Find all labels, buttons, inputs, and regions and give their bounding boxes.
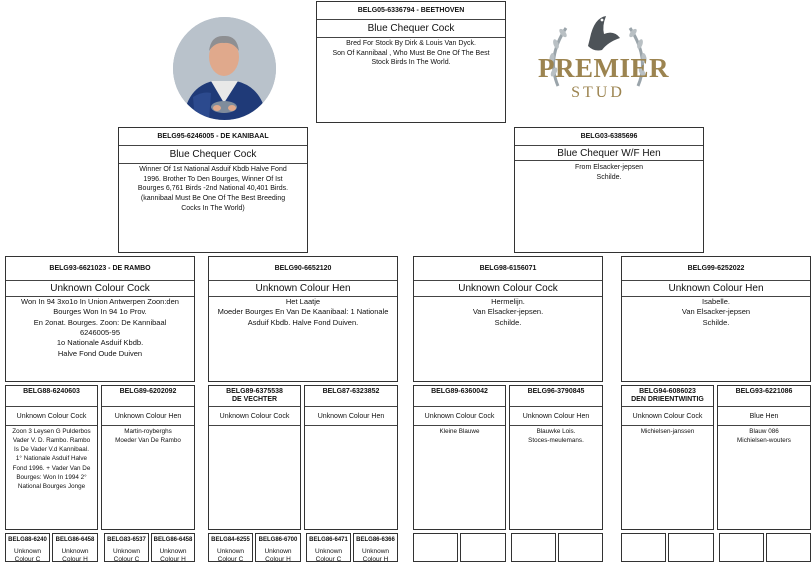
bird-card-gen3-4 [621, 256, 811, 382]
bird-description: Isabelle. Van Elsacker-jepsen Schilde. [681, 297, 751, 327]
bird-card-gen5-13 [621, 533, 666, 562]
bird-description: Michielsen-janssen [640, 428, 695, 435]
bird-colour [622, 537, 665, 542]
bird-description: Martin-royberghs Moeder Van De Rambo [115, 428, 181, 445]
ring-number: BELG96-3790845 [510, 386, 602, 407]
owner-photo [173, 17, 276, 120]
bird-colour: Unknown Colour Cock [622, 407, 713, 426]
bird-colour [767, 537, 810, 542]
bird-card-gen5-3 [104, 533, 149, 562]
bird-description: Bred For Stock By Dirk & Louis Van Dyck. Son Of Kannibaal , Who Must Be One Of The Best Stock Birds In The World. [332, 40, 490, 67]
logo-brand-bottom: STUD [571, 84, 625, 101]
ring-number: BELG93-6621023 - DE RAMBO [6, 257, 194, 281]
ring-number: BELG88-6240 [8, 537, 47, 543]
ring-number: BELG95-6246005 - DE KANIBAAL [119, 128, 307, 146]
bird-colour: Unknown Colour Hen [622, 281, 810, 297]
ring-number: BELG83-6537 [107, 537, 146, 543]
bird-colour: Blue Chequer Cock [317, 20, 505, 38]
bird-card-gen5-4 [151, 533, 195, 562]
bird-colour: Blue Hen [718, 407, 810, 426]
ring-number: BELG89-6202092 [102, 386, 194, 407]
bird-colour: Unknown Colour C [314, 548, 343, 562]
bird-card-gen5-11 [511, 533, 556, 562]
ring-number: BELG89-6375538 DE VECHTER [209, 386, 300, 407]
bird-card-gen4-7 [621, 385, 714, 530]
bird-colour: Unknown Colour H [159, 548, 187, 562]
bird-colour: Blue Chequer W/F Hen [515, 146, 703, 161]
ring-number: BELG05-6336794 - BEETHOVEN [317, 2, 505, 20]
bird-card-gen5-14 [668, 533, 714, 562]
bird-card-gen5-2 [52, 533, 98, 562]
ring-number: BELG86-6366 [356, 537, 395, 543]
logo-brand-top: PREMIER [538, 53, 669, 83]
ring-number: BELG90-6652120 [209, 257, 397, 281]
bird-card-gen5-16 [766, 533, 811, 562]
bird-card-gen4-5 [413, 385, 506, 530]
bird-colour [720, 537, 763, 542]
ring-number: BELG88-6240603 [6, 386, 97, 407]
bird-colour [512, 537, 555, 542]
ring-number: BELG99-6252022 [622, 257, 810, 281]
bird-colour: Unknown Colour Cock [414, 407, 505, 426]
ring-number: BELG89-6360042 [414, 386, 505, 407]
bird-card-dam [514, 127, 704, 253]
bird-colour [414, 537, 457, 542]
bird-card-gen5-5 [208, 533, 253, 562]
bird-colour: Unknown Colour H [264, 548, 292, 562]
bird-colour: Unknown Colour Hen [102, 407, 194, 426]
bird-description: Zoon 3 Leysen G Pulderbos Vader V. D. Rambo. Rambo Is De Vader V.d Kannibaal. 1° Nationale Asduif Halve Fond 1996. + Vader Van De Bourges: Won In 1994 2° National Bourges Jonge [12, 428, 91, 490]
bird-card-sire [118, 127, 308, 253]
bird-colour: Unknown Colour Hen [305, 407, 397, 426]
ring-number: BELG86-6458 [55, 537, 95, 543]
bird-card-gen3-2 [208, 256, 398, 382]
ring-number: BELG86-6458 [153, 537, 193, 543]
ring-number: BELG87-6323852 [305, 386, 397, 407]
bird-description: Won In 94 3xo1o In Union Antwerpen Zoon:den Bourges Won In 94 1o Prov. En 2onat. Bourges. Zoon: De Kannibaal 6246005-95 1o Nationale Asduif Kbdb. Halve Fond Oude Duiven [21, 297, 179, 358]
ring-number: BELG86-6471 [309, 537, 348, 543]
bird-card-gen5-9 [413, 533, 458, 562]
bird-card-gen3-1 [5, 256, 195, 382]
bird-card-gen4-8 [717, 385, 811, 530]
ring-number: BELG86-6700 [258, 537, 298, 543]
bird-colour: Unknown Colour C [112, 548, 141, 562]
bird-colour: Unknown Colour C [13, 548, 42, 562]
bird-card-gen5-12 [558, 533, 603, 562]
ring-number: BELG03-6385696 [515, 128, 703, 146]
bird-description: Het Laatje Moeder Bourges En Van De Kaanibaal: 1 Nationale Asduif Kbdb. Halve Fond Duiven. [217, 297, 389, 327]
bird-colour: Unknown Colour H [361, 548, 390, 562]
bird-description: Winner Of 1st National Asduif Kbdb Halve Fond 1996. Brother To Den Bourges, Winner Of Ist Bourges 6,761 Birds -2nd National 40,401 Birds. (kannibaal Must Be One Of The Best Breeding Cocks In The World) [137, 166, 289, 212]
bird-colour: Unknown Colour Cock [209, 407, 300, 426]
bird-colour: Unknown Colour H [61, 548, 89, 562]
bird-colour: Unknown Colour Cock [6, 281, 194, 297]
bird-card-gen4-4 [304, 385, 398, 530]
bird-description: Blauwke Lois. Stoces-meulemans. [528, 428, 584, 445]
bird-card-gen5-8 [353, 533, 398, 562]
bird-colour: Unknown Colour Cock [414, 281, 602, 297]
bird-card-gen3-3 [413, 256, 603, 382]
ring-number: BELG94-6086023 DEN DRIEENTWINTIG [622, 386, 713, 407]
bird-card-gen4-6 [509, 385, 603, 530]
bird-card-gen5-7 [306, 533, 351, 562]
bird-card-subject [316, 1, 506, 123]
bird-colour [669, 537, 713, 542]
bird-card-gen5-1 [5, 533, 50, 562]
bird-colour: Blue Chequer Cock [119, 146, 307, 164]
bird-colour [461, 537, 505, 542]
bird-description: Kleine Blauwe [439, 428, 480, 435]
ring-number: BELG98-6156071 [414, 257, 602, 281]
premier-stud-logo [536, 12, 669, 114]
bird-card-gen5-6 [255, 533, 301, 562]
bird-description: Blauw 086 Michielsen-wouters [737, 428, 791, 445]
bird-colour: Unknown Colour Hen [209, 281, 397, 297]
bird-colour: Unknown Colour Cock [6, 407, 97, 426]
bird-colour: Unknown Colour Hen [510, 407, 602, 426]
bird-card-gen5-10 [460, 533, 506, 562]
bird-card-gen4-1 [5, 385, 98, 530]
bird-description: Hermelijn. Van Elsacker-jepsen. Schilde. [472, 297, 544, 327]
bird-colour: Unknown Colour C [216, 548, 245, 562]
bird-card-gen4-3 [208, 385, 301, 530]
bird-card-gen5-15 [719, 533, 764, 562]
bird-colour [559, 537, 602, 542]
bird-description: From Elsacker-jepsen Schilde. [574, 164, 644, 181]
bird-card-gen4-2 [101, 385, 195, 530]
ring-number: BELG84-6255 [211, 537, 250, 543]
owner-portrait-icon [173, 17, 276, 120]
ring-number: BELG93-6221086 [718, 386, 810, 407]
